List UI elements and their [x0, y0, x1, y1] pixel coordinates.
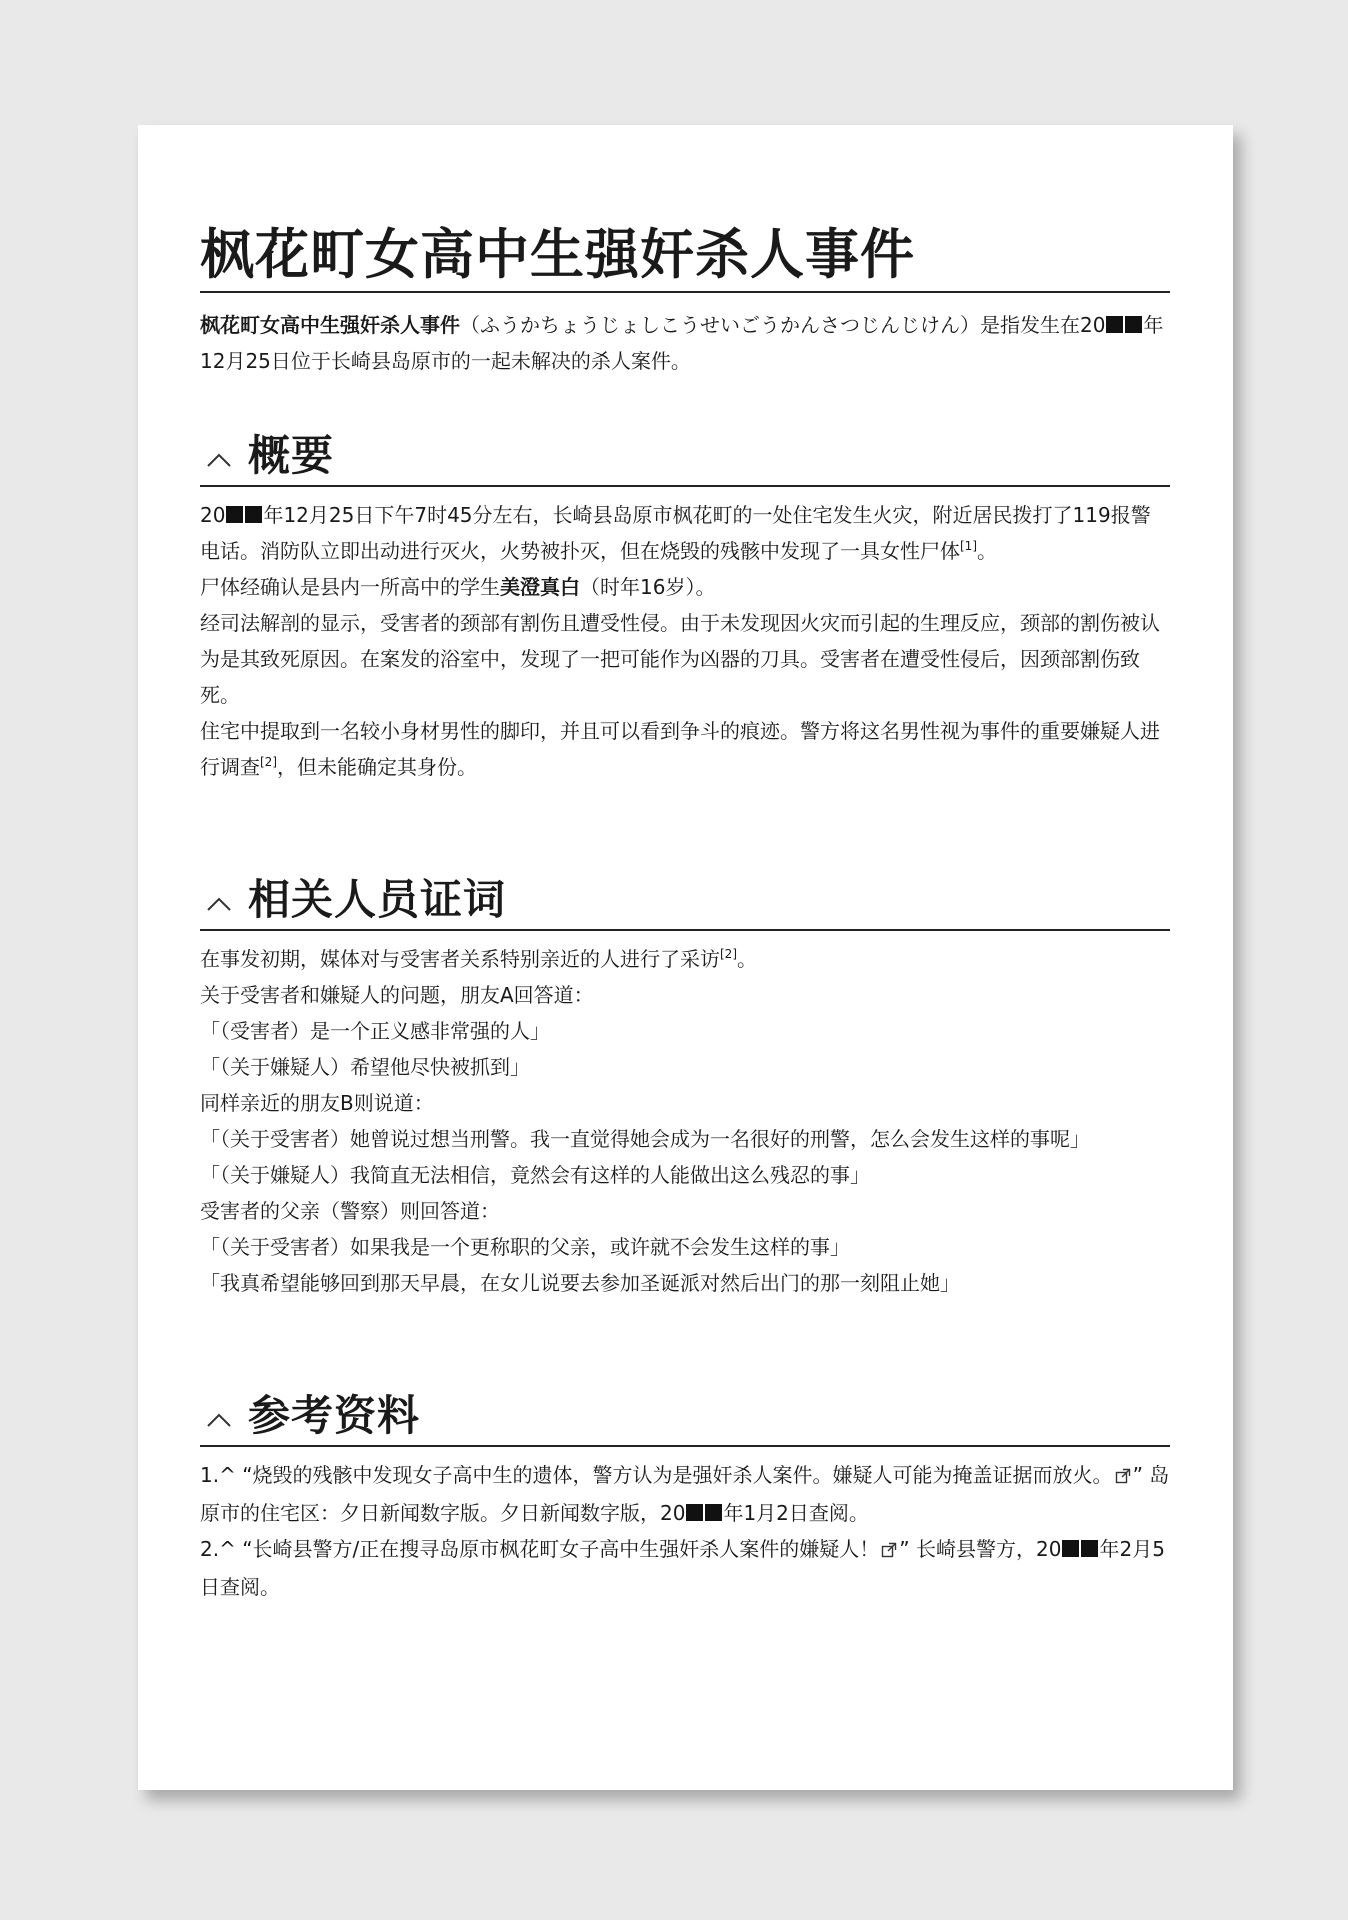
section-summary-body: [200, 497, 1170, 785]
summary-paragraph: 经司法解剖的显示，受害者的颈部有割伤且遭受性侵。由于未发现因火灾而引起的生理反应，颈部的割伤被认为是其致死原因。在案发的浴室中，发现了一把可能作为凶器的刀具。受害者在遭受性侵后，因颈部割伤致死。: [200, 611, 1160, 707]
external-link-icon[interactable]: [881, 1533, 897, 1569]
summary-paragraph: [200, 713, 1170, 785]
reference-link[interactable]: 2.^ “长崎县警方/正在搜寻岛原市枫花町女子高中生强奸杀人案件的嫌疑人！: [200, 1537, 880, 1561]
intro-reading: （ふうかちょうじょしこうせいごうかんさつじんじけん）: [460, 313, 980, 337]
document-page: [138, 125, 1233, 1790]
summary-text: 年12月25日下午7时45分左右，长崎县岛原市枫花町的一处住宅发生火灾，附近居民拨打了119报警电话。消防队立即出动进行灭火，火势被扑灭，但在烧毁的残骸中发现了一具女性尸体: [200, 503, 1151, 563]
chevron-up-icon[interactable]: [200, 437, 238, 483]
section-summary-title: 概要: [248, 431, 335, 480]
summary-text: （时年16岁）。: [580, 575, 716, 599]
citation-link[interactable]: [2]: [720, 947, 737, 961]
section-testimony-title: 相关人员证词: [248, 875, 507, 924]
summary-text: 尸体经确认是县内一所高中的学生: [200, 575, 500, 599]
testimony-text: 在事发初期，媒体对与受害者关系特别亲近的人进行了采访: [200, 947, 720, 971]
summary-paragraph: [200, 569, 1170, 605]
external-link-icon[interactable]: [1115, 1459, 1131, 1495]
victim-name: 美澄真白: [500, 575, 580, 599]
summary-paragraph: [200, 497, 1170, 569]
redaction-block: [686, 1504, 703, 1521]
testimony-quote: 「（关于受害者）她曾说过想当刑警。我一直觉得她会成为一名很好的刑警，怎么会发生这样的事呢」: [200, 1127, 1090, 1151]
section-references-header: [200, 1389, 1170, 1447]
chevron-up-icon[interactable]: [200, 1397, 238, 1443]
redaction-block: [1062, 1540, 1079, 1557]
testimony-quote: 「（受害者）是一个正义感非常强的人」: [200, 1019, 550, 1043]
reference-text: ” 岛原市的住宅区：夕日新闻数字版。夕日新闻数字版，20: [200, 1463, 1170, 1525]
redaction-block: [1081, 1540, 1098, 1557]
intro-bold-name: 枫花町女高中生强奸杀人事件: [200, 313, 460, 337]
testimony-quote: 「（关于受害者）如果我是一个更称职的父亲，或许就不会发生这样的事」: [200, 1235, 850, 1259]
article-intro: [200, 307, 1170, 379]
summary-text: ，但未能确定其身份。: [277, 755, 477, 779]
intro-text-1: 是指发生在20: [980, 313, 1106, 337]
section-testimony-body: [200, 941, 1170, 1301]
section-references: [200, 1389, 1170, 1605]
section-references-body: [200, 1457, 1170, 1605]
testimony-line: 关于受害者和嫌疑人的问题，朋友A回答道：: [200, 983, 594, 1007]
redaction-block: [1125, 316, 1142, 333]
article-title: 枫花町女高中生强奸杀人事件: [200, 223, 1170, 293]
summary-text: 。: [977, 539, 997, 563]
testimony-text: 。: [737, 947, 757, 971]
reference-item: [200, 1531, 1170, 1605]
reference-text: ” 长崎县警方，20: [899, 1537, 1062, 1561]
intro-text-2: 年12月25日位于长崎县岛原市的一起未解决的杀人案件。: [200, 313, 1164, 373]
testimony-line: 同样亲近的朋友B则说道：: [200, 1091, 434, 1115]
summary-text: 住宅中提取到一名较小身材男性的脚印，并且可以看到争斗的痕迹。警方将这名男性视为事件的重要嫌疑人进行调查: [200, 719, 1160, 779]
reference-text: 年1月2日查阅。: [723, 1501, 869, 1525]
redaction-block: [705, 1504, 722, 1521]
redaction-block: [1106, 316, 1123, 333]
redaction-block: [245, 506, 262, 523]
testimony-line: [200, 941, 1170, 977]
testimony-line: 受害者的父亲（警察）则回答道：: [200, 1199, 500, 1223]
section-testimony-header: [200, 873, 1170, 931]
citation-link[interactable]: [2]: [260, 755, 277, 769]
summary-text: 20: [200, 503, 226, 527]
citation-link[interactable]: [1]: [960, 539, 977, 553]
section-summary-header: [200, 429, 1170, 487]
redaction-block: [226, 506, 243, 523]
chevron-up-icon[interactable]: [200, 881, 238, 927]
section-references-title: 参考资料: [248, 1391, 421, 1440]
article-content: [200, 223, 1170, 1605]
reference-text: 年2月5日查阅。: [200, 1537, 1165, 1599]
reference-item: [200, 1457, 1170, 1531]
testimony-quote: 「（关于嫌疑人）希望他尽快被抓到」: [200, 1055, 530, 1079]
testimony-quote: 「（关于嫌疑人）我简直无法相信，竟然会有这样的人能做出这么残忍的事」: [200, 1163, 870, 1187]
section-testimony: [200, 873, 1170, 1301]
reference-link[interactable]: 1.^ “烧毁的残骸中发现女子高中生的遗体，警方认为是强奸杀人案件。嫌疑人可能为掩盖证据而放火。: [200, 1463, 1113, 1487]
testimony-quote: 「我真希望能够回到那天早晨，在女儿说要去参加圣诞派对然后出门的那一刻阻止她」: [200, 1271, 960, 1295]
section-summary: [200, 429, 1170, 785]
